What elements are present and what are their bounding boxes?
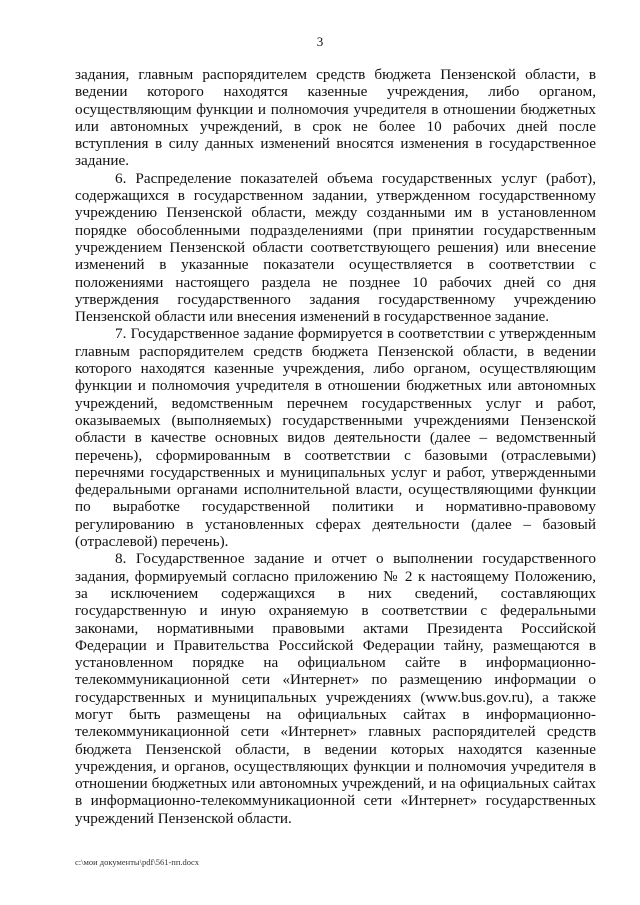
paragraph-7: 7. Государственное задание формируется в соответствии с утвержденным главным распорядителем средств бюджета Пензенской области, в ведении которого находятся казенные учреждения, либо органом, осуществляющим функции и полномочия учредителя в отношении бюджетных или автономных учреждений, ведомственным перечнем государственных услуг и работ, оказываемых (выполняемых) государственными учреждениями Пензенской области в качестве основных видов деятельности (далее – ведомственный перечень), сформированным в соответствии с базовыми (отраслевыми) перечнями государственных и муниципальных услуг и работ, утвержденными федеральными органами исполнительной власти, осуществляющими функции по выработке государственной политики и нормативно-правовому регулированию в установленных сферах деятельности (далее – базовый (отраслевой) перечень). xyxy=(75,325,596,551)
page-number: 3 xyxy=(316,34,324,49)
paragraph-8: 8. Государственное задание и отчет о выполнении государственного задания, формируемый согласно приложению № 2 к настоящему Положению, за исключением содержащихся в них сведений, составляющих государственную и иную охраняемую в соответствии с федеральными законами, нормативными правовыми актами Президента Российской Федерации и Правительства Российской Федерации тайну, размещаются в установленном порядке на официальном сайте в информационно-телекоммуникационной сети «Интернет» по размещению информации о государственных и муниципальных учреждениях (www.bus.gov.ru), а также могут быть размещены на официальных сайтах в информационно-телекоммуникационной сети «Интернет» главных распорядителей средств бюджета Пензенской области, в ведении которых находятся казенные учреждения, и органов, осуществляющих функции и полномочия учредителя в отношении бюджетных или автономных учреждений, и на официальных сайтах в информационно-телекоммуникационной сети «Интернет» государственных учреждений Пензенской области. xyxy=(75,550,596,827)
document-body xyxy=(75,66,596,827)
footer-file-path: c:\мои документы\pdf\561-пп.docx xyxy=(75,857,200,867)
paragraph-6: 6. Распределение показателей объема государственных услуг (работ), содержащихся в государственном задании, утвержденном государственному учреждению Пензенской области, между созданными им в установленном порядке обособленными подразделениями (при принятии государственным учреждением Пензенской области соответствующего решения) или внесение изменений в указанные показатели осуществляется в соответствии с положениями настоящего раздела не позднее 10 рабочих дней со дня утверждения государственного задания государственному учреждению Пензенской области или внесения изменений в государственное задание. xyxy=(75,169,596,326)
paragraph-continuation: задания, главным распорядителем средств бюджета Пензенской области, в ведении которого находятся казенные учреждения, либо органом, осуществляющим функции и полномочия учредителя в отношении бюджетных или автономных учреждений, в срок не более 10 рабочих дней после вступления в силу данных изменений вносятся изменения в государственное задание. xyxy=(75,66,596,170)
